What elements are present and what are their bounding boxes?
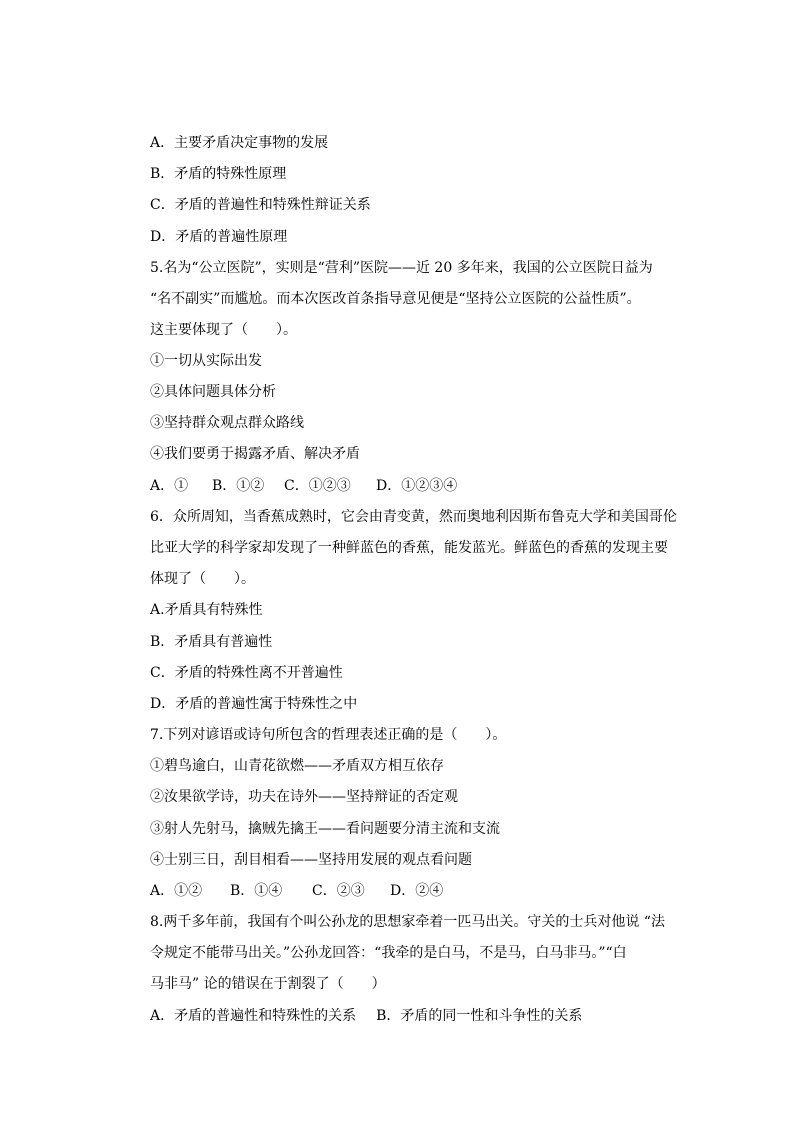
q7-item-2: ②汝果欲学诗，功夫在诗外——坚持辩证的否定观 — [150, 789, 458, 805]
q6-option-b: B．矛盾具有普遍性 — [150, 634, 273, 650]
q5-item-3: ③坚持群众观点群众路线 — [150, 415, 304, 431]
q6-stem-line-3: 体现了（ ）。 — [150, 571, 255, 587]
q5-choices — [150, 477, 457, 495]
q6-option-c: C．矛盾的特殊性离不开普遍性 — [150, 665, 343, 681]
q5-choice-c: C．①②③ — [284, 478, 351, 494]
q5-choice-b: B．①② — [212, 478, 265, 494]
q7-item-4: ④士别三日，刮目相看——坚持用发展的观点看问题 — [150, 852, 472, 868]
q8-stem-line-2: 令规定不能带马出关。”公孙龙回答：“我牵的是白马，不是马，白马非马。”“白 — [150, 945, 627, 961]
q5-stem-line-1: 5.名为“公立医院”，实则是“营利”医院——近 20 多年来，我国的公立医院日益为 — [150, 260, 653, 276]
q7-choice-b: B．①④ — [230, 883, 283, 899]
q8-choice-b: B．矛盾的同一性和斗争性的关系 — [376, 1008, 583, 1024]
q5-choice-a: A．① — [150, 478, 189, 494]
q8-stem-line-1: 8.两千多年前，我国有个叫公孙龙的思想家牵着一匹马出关。守关的士兵对他说 “法 — [150, 914, 665, 930]
q5-stem-line-2: “名不副实”而尴尬。而本次医改首条指导意见便是“坚持公立医院的公益性质”。 — [150, 291, 641, 307]
q4-option-b: B．矛盾的特殊性原理 — [150, 166, 287, 182]
q7-item-3: ③射人先射马，擒贼先擒王——看问题要分清主流和支流 — [150, 821, 500, 837]
q7-stem: 7.下列对谚语或诗句所包含的哲理表述正确的是（ ）。 — [150, 727, 507, 743]
q7-choice-d: D．②④ — [390, 883, 444, 899]
q5-stem-line-3: 这主要体现了（ ）。 — [150, 322, 297, 338]
q8-stem-line-3: 马非马” 论的错误在于割裂了（ ） — [150, 976, 386, 992]
q4-option-c: C．矛盾的普遍性和特殊性辩证关系 — [150, 197, 371, 213]
q7-choice-a: A．①② — [150, 883, 203, 899]
q5-choice-d: D．①②③④ — [376, 478, 458, 494]
q6-stem-line-1: 6．众所周知，当香蕉成熟时，它会由青变黄，然而奥地利因斯布鲁克大学和美国哥伦 — [150, 509, 677, 525]
q8-choices — [150, 1007, 582, 1025]
q6-option-d: D．矛盾的普遍性寓于特殊性之中 — [150, 696, 358, 712]
q4-option-a: A．主要矛盾决定事物的发展 — [150, 135, 329, 151]
q7-choice-c: C．②③ — [312, 883, 365, 899]
q5-item-4: ④我们要勇于揭露矛盾、解决矛盾 — [150, 446, 360, 462]
q4-option-d: D．矛盾的普遍性原理 — [150, 229, 288, 245]
q7-item-1: ①碧鸟逾白，山青花欲燃——矛盾双方相互依存 — [150, 758, 444, 774]
q5-item-2: ②具体问题具体分析 — [150, 384, 276, 400]
q6-option-a: A.矛盾具有特殊性 — [150, 602, 263, 618]
q5-item-1: ①一切从实际出发 — [150, 353, 262, 369]
q8-choice-a: A．矛盾的普遍性和特殊性的关系 — [150, 1008, 357, 1024]
q7-choices — [150, 882, 443, 900]
q6-stem-line-2: 比亚大学的科学家却发现了一种鲜蓝色的香蕉，能发蓝光。鲜蓝色的香蕉的发现主要 — [150, 540, 668, 556]
